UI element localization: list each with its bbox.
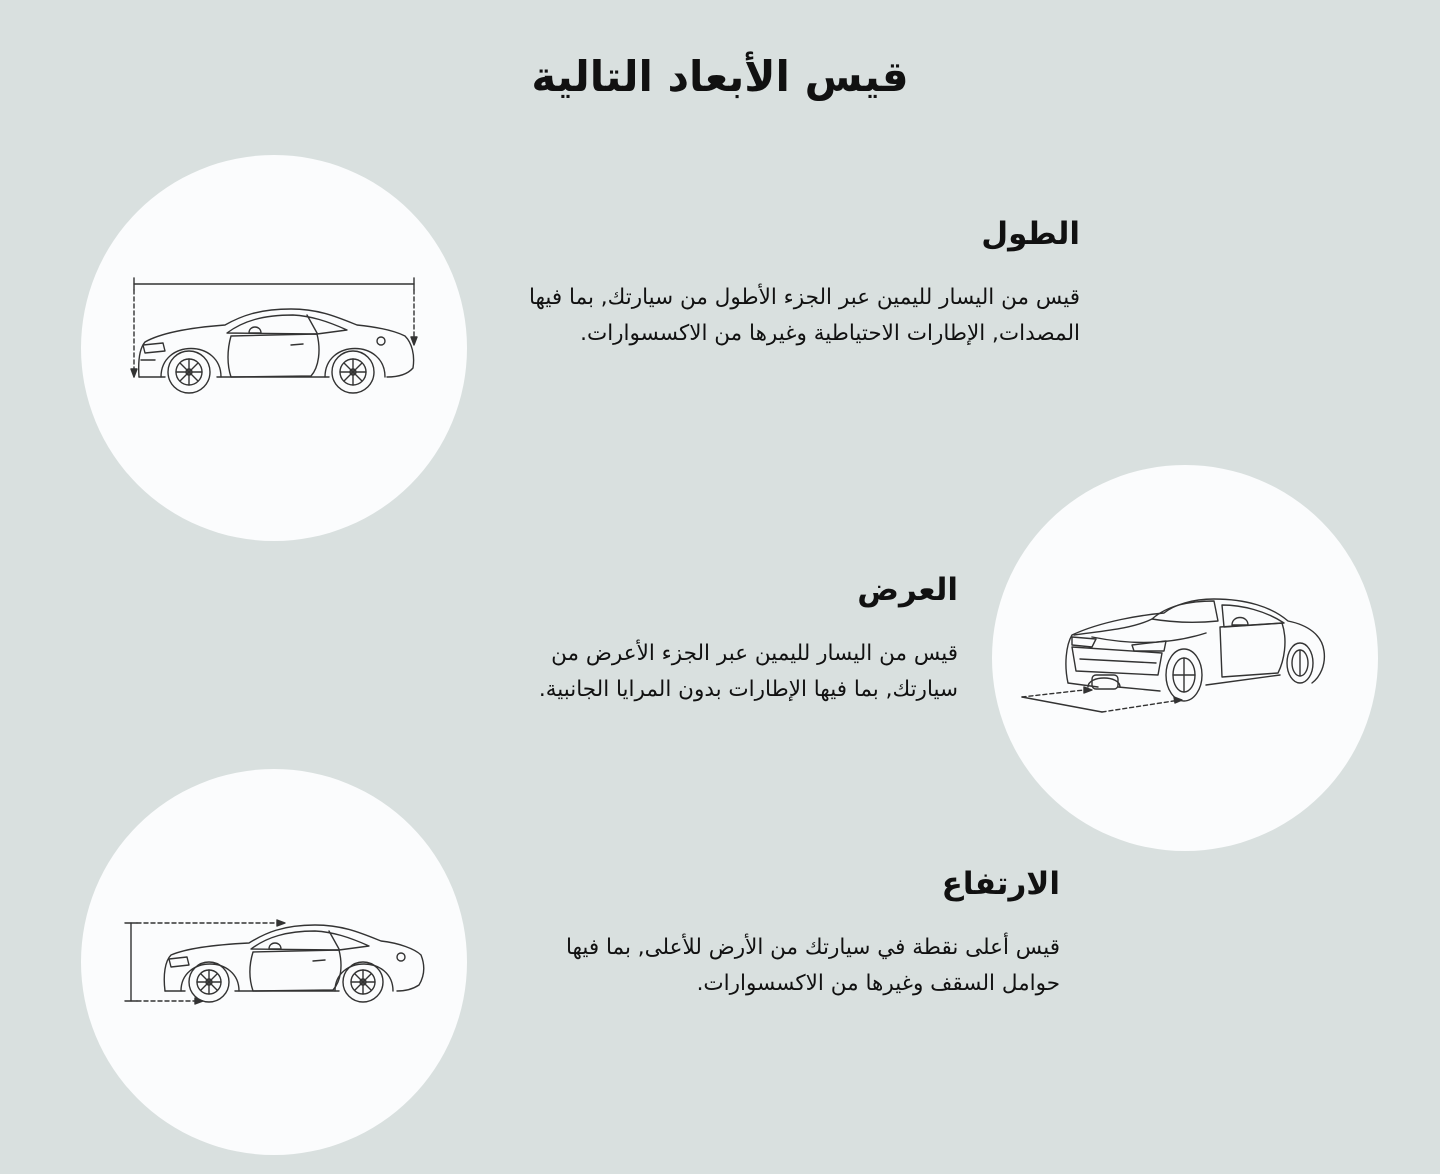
width-description: قيس من اليسار لليمين عبر الجزء الأعرض من سيارتك, بما فيها الإطارات بدون المرايا الجانبية. [538, 641, 958, 702]
length-section [520, 214, 1080, 352]
car-side-height-icon [81, 769, 467, 1155]
length-description: قيس من اليسار لليمين عبر الجزء الأطول من سيارتك, بما فيها المصدات, الإطارات الاحتياطية وغيرها من الاكسسوارات. [528, 285, 1080, 346]
height-description: قيس أعلى نقطة في سيارتك من الأرض للأعلى, بما فيها حوامل السقف وغيرها من الاكسسوارات. [565, 935, 1060, 996]
length-illustration [81, 155, 467, 541]
height-heading: الارتفاع [941, 866, 1060, 902]
car-side-length-icon [81, 155, 467, 541]
width-illustration [992, 465, 1378, 851]
car-front-width-icon [992, 465, 1378, 851]
page-title: قيس الأبعاد التالية [531, 52, 909, 101]
height-section [520, 864, 1060, 1002]
width-heading: العرض [857, 572, 958, 608]
height-illustration [81, 769, 467, 1155]
width-section [520, 570, 958, 708]
length-heading: الطول [981, 216, 1080, 252]
